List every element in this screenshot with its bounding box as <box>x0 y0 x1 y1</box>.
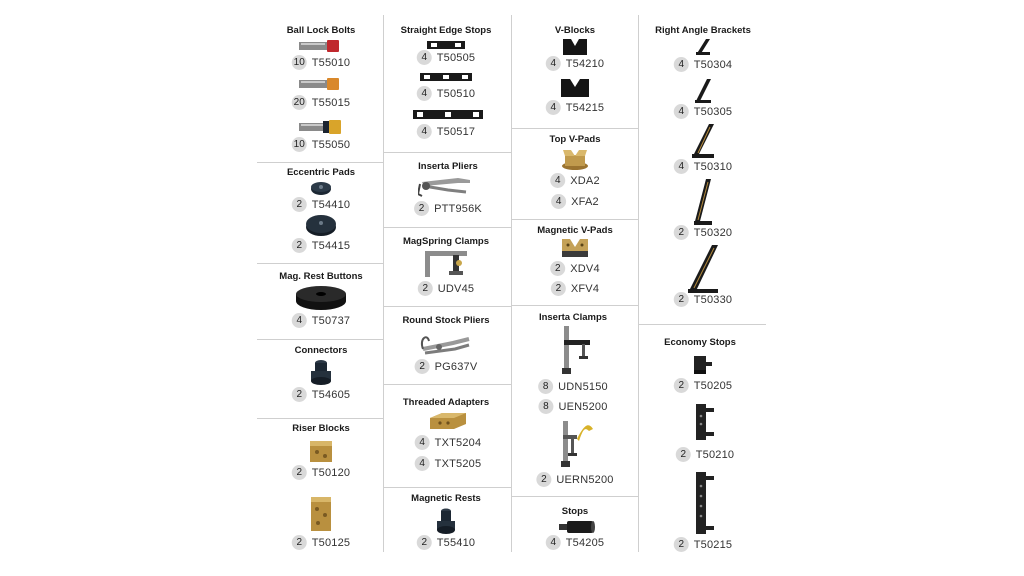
economy-stop-small-icon <box>692 354 714 376</box>
quantity-badge: 2 <box>550 261 565 276</box>
eccentric-pad-small-icon <box>310 180 332 196</box>
quantity-badge: 8 <box>538 399 553 414</box>
part-number: T50305 <box>693 105 733 118</box>
list-item <box>415 435 482 450</box>
inserta-pliers-icon <box>418 172 474 198</box>
section-divider <box>257 418 383 419</box>
list-item <box>292 535 351 550</box>
quantity-badge: 4 <box>674 159 689 174</box>
section-title-magspring-clamps: MagSpring Clamps <box>402 236 490 247</box>
top-v-pad-icon <box>560 147 590 171</box>
section-divider <box>511 128 638 129</box>
section-title-connectors: Connectors <box>294 345 348 356</box>
right-angle-bracket-l-icon <box>691 178 715 226</box>
list-item <box>292 313 351 328</box>
part-number: PG637V <box>434 360 478 373</box>
quantity-badge: 4 <box>546 100 561 115</box>
list-item <box>292 387 351 402</box>
part-number: T54415 <box>311 239 351 252</box>
list-item <box>546 56 605 71</box>
section-divider <box>383 227 511 228</box>
list-item <box>292 238 351 253</box>
part-number: T50210 <box>695 448 735 461</box>
quantity-badge: 10 <box>293 57 305 68</box>
list-item <box>674 225 733 240</box>
quantity-badge: 2 <box>414 201 429 216</box>
column-divider-2 <box>511 15 512 552</box>
section-title-riser-blocks: Riser Blocks <box>292 423 350 434</box>
quantity-badge: 4 <box>415 435 430 450</box>
list-item <box>546 535 605 550</box>
section-title-top-v-pads: Top V-Pads <box>549 134 601 145</box>
quantity-badge: 2 <box>674 537 689 552</box>
quantity-badge: 2 <box>292 465 307 480</box>
list-item <box>538 399 607 414</box>
straight-edge-stop-medium-icon <box>420 73 472 81</box>
part-number: T50737 <box>311 314 351 327</box>
v-block-small-icon <box>562 38 588 56</box>
section-title-stops: Stops <box>561 506 589 517</box>
part-number: PTT956K <box>434 202 482 215</box>
quantity-badge: 2 <box>292 238 307 253</box>
list-item <box>674 159 733 174</box>
list-item <box>676 447 735 462</box>
section-divider <box>383 152 511 153</box>
section-title-mag-rest-buttons: Mag. Rest Buttons <box>279 271 363 282</box>
quantity-badge: 4 <box>674 57 689 72</box>
list-item <box>550 173 600 188</box>
list-item <box>417 86 476 101</box>
connector-icon <box>309 359 333 387</box>
column-divider-1 <box>383 15 384 552</box>
part-number: T50517 <box>436 125 476 138</box>
section-divider <box>257 162 383 163</box>
part-number: T50320 <box>693 226 733 239</box>
section-divider <box>511 219 638 220</box>
list-item <box>292 95 351 110</box>
section-title-economy-stops: Economy Stops <box>664 337 736 348</box>
quantity-badge: 2 <box>415 359 430 374</box>
section-title-threaded-adapters: Threaded Adapters <box>402 397 490 408</box>
part-number: T50310 <box>693 160 733 173</box>
quantity-badge: 2 <box>417 535 432 550</box>
section-divider <box>383 487 511 488</box>
list-item <box>674 292 733 307</box>
ball-lock-bolt-orange-icon <box>299 77 343 91</box>
part-number: T54605 <box>311 388 351 401</box>
list-item <box>415 456 482 471</box>
list-item <box>674 378 733 393</box>
quantity-badge: 4 <box>417 124 432 139</box>
part-number: XDV4 <box>570 262 600 275</box>
list-item <box>292 137 351 152</box>
section-title-magnetic-v-pads: Magnetic V-Pads <box>537 225 613 236</box>
list-item <box>674 57 733 72</box>
part-number: T55015 <box>311 96 351 109</box>
quantity-badge: 4 <box>546 56 561 71</box>
quantity-badge: 4 <box>417 86 432 101</box>
list-item <box>414 201 482 216</box>
part-number: T55410 <box>436 536 476 549</box>
mag-rest-button-icon <box>295 285 347 311</box>
list-item <box>674 537 733 552</box>
section-divider <box>257 263 383 264</box>
section-divider <box>257 339 383 340</box>
quantity-badge: 2 <box>292 535 307 550</box>
quantity-badge: 4 <box>417 50 432 65</box>
section-title-inserta-pliers: Inserta Pliers <box>418 161 478 172</box>
section-title-straight-edge-stops: Straight Edge Stops <box>400 25 492 36</box>
magspring-clamp-icon <box>423 249 469 279</box>
part-number: T54410 <box>311 198 351 211</box>
list-item <box>292 465 351 480</box>
part-number: UEN5200 <box>558 400 608 413</box>
quantity-badge: 4 <box>546 535 561 550</box>
quantity-badge: 4 <box>674 104 689 119</box>
list-item <box>415 359 478 374</box>
list-item <box>538 379 608 394</box>
part-number: TXT5204 <box>434 436 482 449</box>
economy-stop-tall-icon <box>694 470 716 536</box>
part-number: UERN5200 <box>556 473 614 486</box>
economy-stop-medium-icon <box>694 402 716 442</box>
riser-block-small-icon <box>309 439 333 463</box>
list-item <box>551 194 599 209</box>
quantity-badge: 2 <box>674 292 689 307</box>
part-number: T54205 <box>565 536 605 549</box>
right-angle-bracket-xl-icon <box>686 244 720 294</box>
list-item <box>292 197 351 212</box>
inserta-clamp-yellow-icon <box>555 419 595 469</box>
list-item <box>417 535 476 550</box>
column-divider-3 <box>638 15 639 552</box>
section-title-magnetic-rests: Magnetic Rests <box>411 493 481 504</box>
part-number: T54215 <box>565 101 605 114</box>
quantity-badge: 20 <box>293 97 305 108</box>
list-item <box>674 104 733 119</box>
part-number: T50205 <box>693 379 733 392</box>
right-angle-bracket-m-icon <box>690 123 716 159</box>
section-title-right-angle-brackets: Right Angle Brackets <box>655 25 751 36</box>
part-number: XFV4 <box>570 282 600 295</box>
section-title-v-blocks: V-Blocks <box>554 25 596 36</box>
list-item <box>551 281 599 296</box>
quantity-badge: 2 <box>536 472 551 487</box>
right-angle-bracket-xs-icon <box>694 38 712 56</box>
inserta-clamp-icon <box>556 324 594 376</box>
list-item <box>418 281 474 296</box>
section-divider <box>511 496 638 497</box>
quantity-badge: 2 <box>674 378 689 393</box>
part-number: XDA2 <box>570 174 600 187</box>
v-block-large-icon <box>560 78 590 98</box>
section-title-round-stock-pliers: Round Stock Pliers <box>402 315 490 326</box>
section-divider <box>383 384 511 385</box>
ball-lock-bolt-red-icon <box>299 39 343 53</box>
part-number: XFA2 <box>571 195 599 208</box>
stop-cylinder-icon <box>559 520 595 534</box>
quantity-badge: 2 <box>292 387 307 402</box>
part-number: T54210 <box>565 57 605 70</box>
quantity-badge: 4 <box>550 173 565 188</box>
part-number: UDN5150 <box>558 380 608 393</box>
section-title-inserta-clamps: Inserta Clamps <box>538 312 608 323</box>
part-number: TXT5205 <box>434 457 482 470</box>
quantity-badge: 2 <box>292 197 307 212</box>
section-divider <box>383 306 511 307</box>
quantity-badge: 4 <box>551 194 566 209</box>
list-item <box>292 55 351 70</box>
part-number: T55050 <box>311 138 351 151</box>
part-number: T50304 <box>693 58 733 71</box>
threaded-adapter-icon <box>428 412 468 430</box>
part-number: T50510 <box>436 87 476 100</box>
straight-edge-stop-short-icon <box>427 41 465 49</box>
quantity-badge: 2 <box>418 281 433 296</box>
magnetic-v-pad-icon <box>560 237 590 259</box>
quantity-badge: 2 <box>674 225 689 240</box>
quantity-badge: 4 <box>292 313 307 328</box>
quantity-badge: 8 <box>538 379 553 394</box>
right-angle-bracket-s-icon <box>693 78 713 104</box>
straight-edge-stop-long-icon <box>413 110 483 119</box>
section-title-eccentric-pads: Eccentric Pads <box>286 167 356 178</box>
eccentric-pad-large-icon <box>305 213 337 237</box>
riser-block-tall-icon <box>310 496 332 532</box>
quantity-badge: 2 <box>551 281 566 296</box>
part-number: T50330 <box>693 293 733 306</box>
ball-lock-bolt-yellow-icon <box>299 119 343 135</box>
part-number: UDV45 <box>437 282 475 295</box>
round-stock-pliers-icon <box>419 327 473 357</box>
quantity-badge: 10 <box>293 139 305 150</box>
part-number: T55010 <box>311 56 351 69</box>
quantity-badge: 4 <box>415 456 430 471</box>
list-item <box>417 124 476 139</box>
list-item <box>417 50 476 65</box>
part-number: T50505 <box>436 51 476 64</box>
list-item <box>536 472 613 487</box>
section-title-ball-lock-bolts: Ball Lock Bolts <box>286 25 356 36</box>
part-number: T50125 <box>311 536 351 549</box>
magnetic-rest-icon <box>435 507 457 535</box>
part-number: T50215 <box>693 538 733 551</box>
part-number: T50120 <box>311 466 351 479</box>
section-divider <box>511 305 638 306</box>
list-item <box>550 261 600 276</box>
section-divider <box>638 324 766 325</box>
quantity-badge: 2 <box>676 447 691 462</box>
list-item <box>546 100 605 115</box>
